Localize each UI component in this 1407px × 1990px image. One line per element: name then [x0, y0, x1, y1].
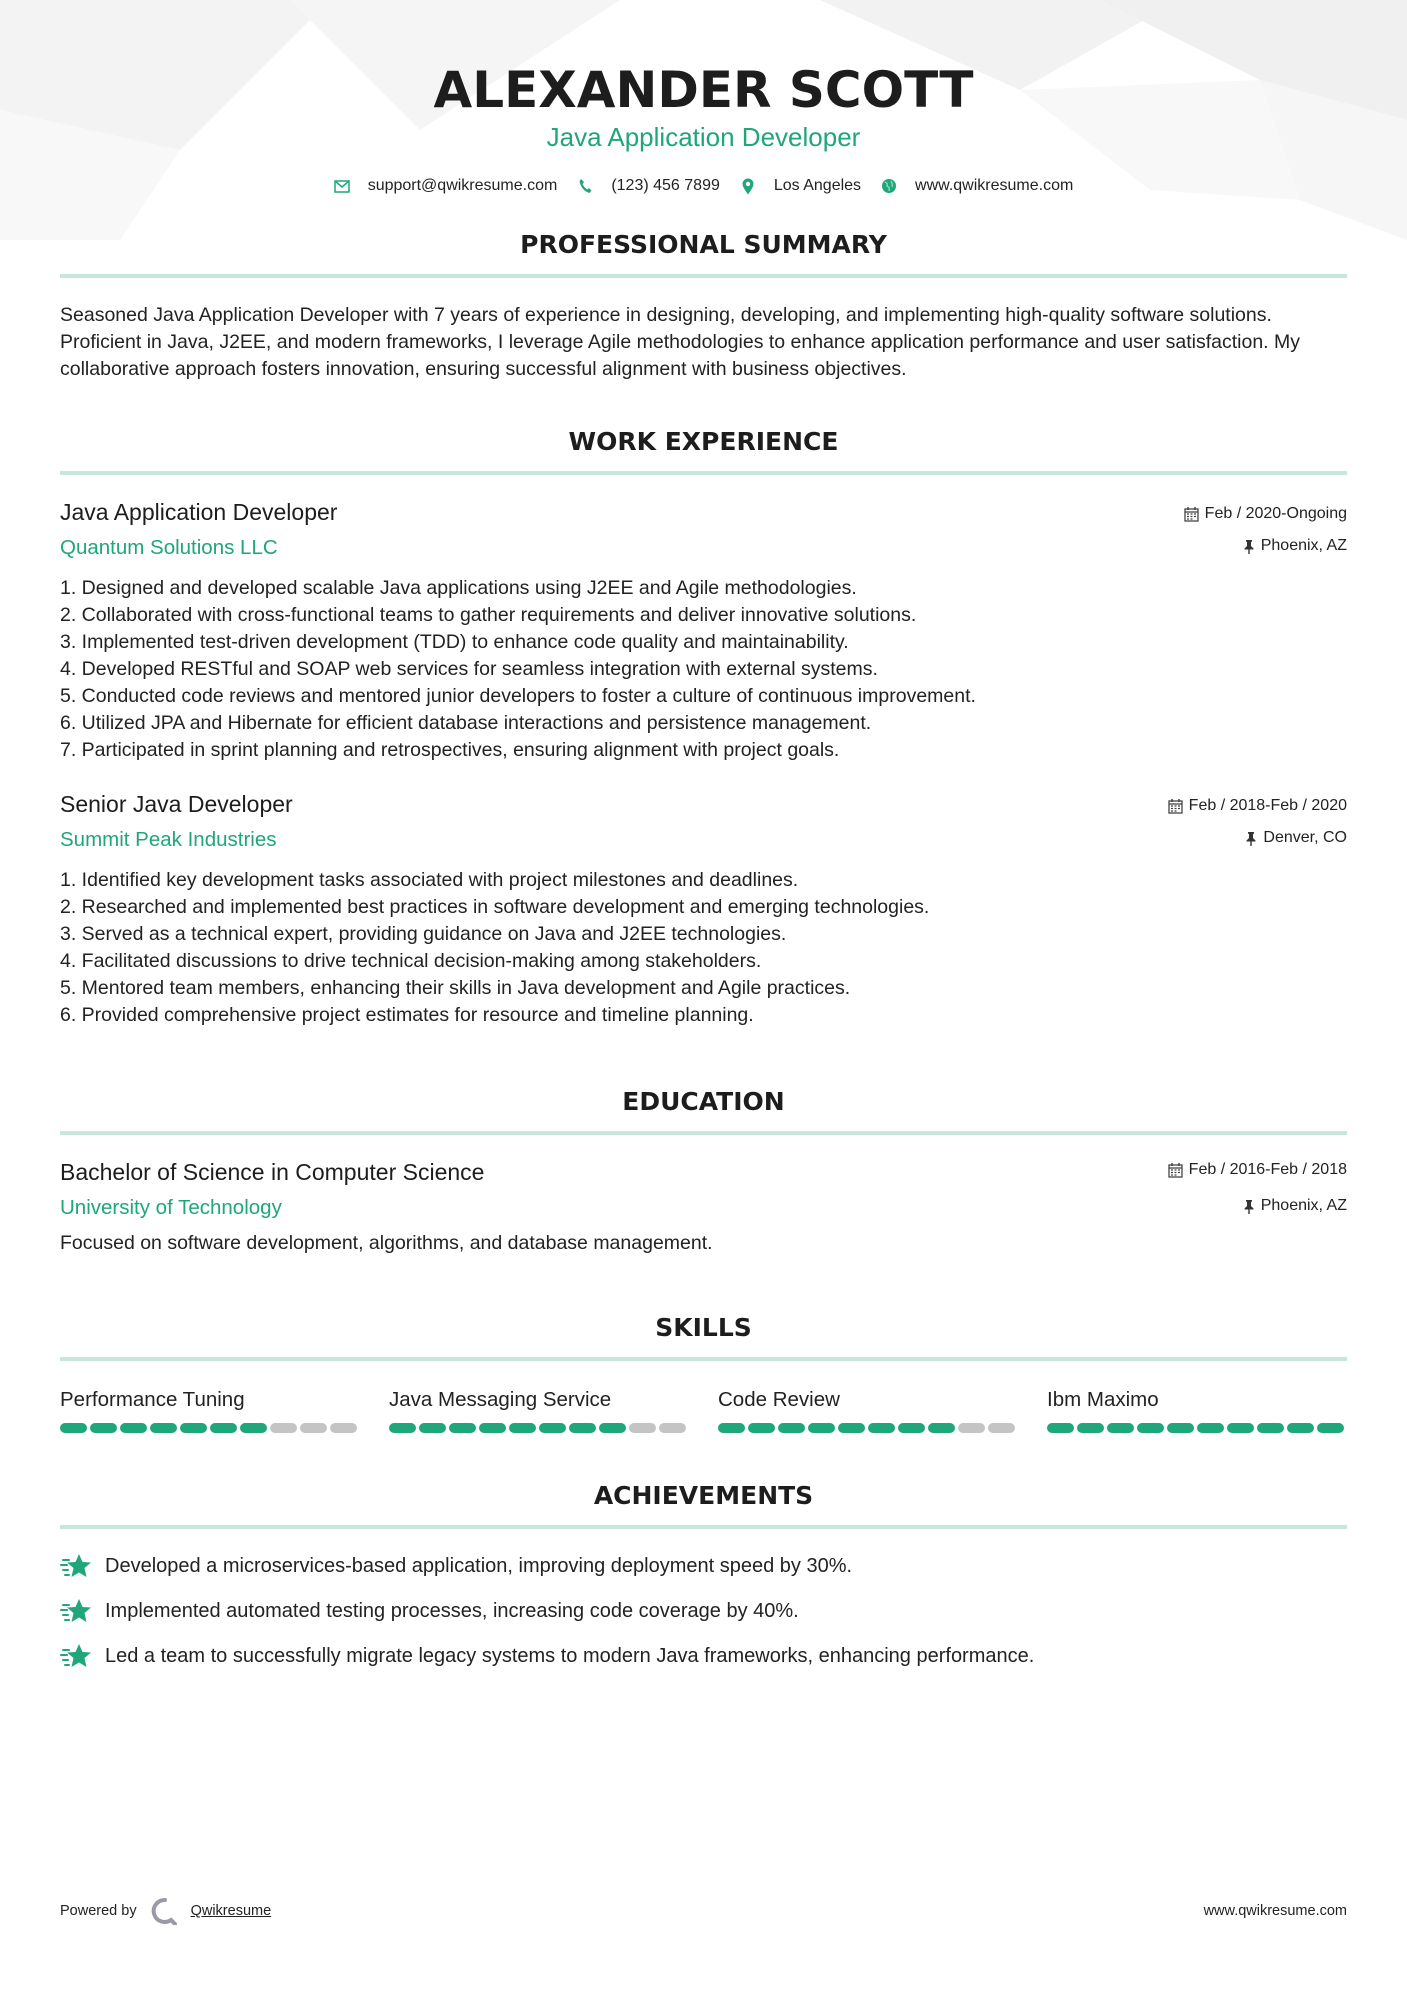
- contact-website[interactable]: [881, 177, 1073, 195]
- skill-segment-filled: [808, 1423, 835, 1433]
- bullet-item: 2. Collaborated with cross-functional teams to gather requirements and deliver innovative solutions.: [60, 604, 917, 626]
- skill-segment-filled: [1077, 1423, 1104, 1433]
- skill-segment-filled: [389, 1423, 416, 1433]
- shooting-star-icon: [60, 1641, 92, 1671]
- skill-name: Ibm Maximo: [1047, 1388, 1159, 1411]
- bullet-item: 6. Utilized JPA and Hibernate for efficient database interactions and persistence management.: [60, 712, 872, 734]
- skill-segment-empty: [300, 1423, 327, 1433]
- skill-segment-filled: [180, 1423, 207, 1433]
- job-entry: [60, 497, 1347, 764]
- skill-name: Java Messaging Service: [389, 1388, 612, 1411]
- skill-segment-filled: [1317, 1423, 1344, 1433]
- bullet-item: 2. Researched and implemented best practices in software development and emerging technologies.: [60, 896, 930, 918]
- calendar-icon: [1168, 798, 1183, 814]
- school-name: University of Technology: [60, 1196, 282, 1219]
- skills-list: [60, 1387, 1347, 1433]
- education-location: Phoenix, AZ: [1260, 1197, 1347, 1214]
- skill-segment-filled: [1167, 1423, 1194, 1433]
- skill-segment-filled: [868, 1423, 895, 1433]
- skill-segment-filled: [419, 1423, 446, 1433]
- skill-segment-filled: [1287, 1423, 1314, 1433]
- achievement-text: Developed a microservices-based application, improving deployment speed by 30%.: [105, 1554, 853, 1577]
- website-text: www.qwikresume.com: [915, 177, 1074, 194]
- education-description: Focused on software development, algorithms, and database management.: [60, 1232, 713, 1254]
- skill-name: Code Review: [718, 1388, 840, 1411]
- job-dates: Feb / 2020-Ongoing: [1204, 505, 1347, 522]
- skill-name: Performance Tuning: [60, 1388, 245, 1411]
- section-title-experience: WORK EXPERIENCE: [568, 427, 839, 456]
- section-title-summary: PROFESSIONAL SUMMARY: [520, 230, 887, 259]
- skill-item: [718, 1387, 1018, 1433]
- achievement-text: Led a team to successfully migrate legacy systems to modern Java frameworks, enhancing performance.: [105, 1644, 1035, 1667]
- skill-segment-filled: [120, 1423, 147, 1433]
- skill-level-bar: [1047, 1423, 1347, 1433]
- skill-segment-filled: [479, 1423, 506, 1433]
- skill-item: [60, 1387, 360, 1433]
- calendar-icon: [1168, 1162, 1183, 1178]
- skill-segment-filled: [539, 1423, 566, 1433]
- pushpin-icon: [1243, 1199, 1255, 1214]
- job-bullets: [60, 867, 1347, 1029]
- location-text: Los Angeles: [773, 177, 862, 194]
- skill-segment-filled: [240, 1423, 267, 1433]
- achievement-item: [60, 1641, 1347, 1671]
- contact-phone[interactable]: [577, 177, 720, 195]
- education-dates: Feb / 2016-Feb / 2018: [1188, 1161, 1347, 1178]
- skill-segment-empty: [270, 1423, 297, 1433]
- skill-segment-filled: [509, 1423, 536, 1433]
- job-location: Denver, CO: [1263, 829, 1347, 846]
- skill-item: [1047, 1387, 1347, 1433]
- skill-segment-empty: [629, 1423, 656, 1433]
- phone-text: (123) 456 7899: [611, 177, 720, 194]
- summary-text: Seasoned Java Application Developer with 7 years of experience in designing, developing, and implementing high-quality software solutions. Proficient in Java, J2EE, and modern frameworks, I leverage Agile methodologies to enhance application performance and user satisfaction. My collaborative approach fosters innovation, ensuring successful alignment with business objectives.: [60, 304, 1301, 380]
- bullet-item: 4. Developed RESTful and SOAP web services for seamless integration with external systems.: [60, 658, 878, 680]
- skill-segment-empty: [988, 1423, 1015, 1433]
- education-section: [60, 1087, 1347, 1257]
- skill-segment-filled: [1257, 1423, 1284, 1433]
- degree-title: Bachelor of Science in Computer Science: [60, 1159, 485, 1185]
- job-location: Phoenix, AZ: [1260, 537, 1347, 554]
- section-title-achievements: ACHIEVEMENTS: [593, 1481, 814, 1510]
- skill-segment-filled: [1197, 1423, 1224, 1433]
- skill-segment-filled: [748, 1423, 775, 1433]
- bullet-item: 1. Identified key development tasks associated with project milestones and deadlines.: [60, 869, 799, 891]
- calendar-icon: [1184, 506, 1199, 522]
- contact-email[interactable]: [334, 177, 558, 195]
- job-dates: Feb / 2018-Feb / 2020: [1188, 797, 1347, 814]
- bullet-item: 4. Facilitated discussions to drive technical decision-making among stakeholders.: [60, 950, 762, 972]
- company-name: Quantum Solutions LLC: [60, 536, 278, 559]
- qwikresume-logo-icon: [151, 1897, 179, 1925]
- skill-level-bar: [389, 1423, 689, 1433]
- skill-segment-filled: [1227, 1423, 1254, 1433]
- pushpin-icon: [1243, 539, 1255, 554]
- skill-segment-filled: [928, 1423, 955, 1433]
- experience-section: [60, 427, 1347, 1029]
- section-divider: [60, 1131, 1347, 1135]
- shooting-star-icon: [60, 1551, 92, 1581]
- section-divider: [60, 274, 1347, 278]
- footer-website[interactable]: www.qwikresume.com: [1203, 1903, 1347, 1919]
- pushpin-icon: [1245, 831, 1257, 846]
- job-entry: [60, 789, 1347, 1029]
- job-title: Senior Java Developer: [60, 791, 293, 817]
- achievement-item: [60, 1551, 1347, 1581]
- globe-icon: [881, 178, 897, 194]
- bullet-item: 3. Implemented test-driven development (TDD) to enhance code quality and maintainability.: [60, 631, 849, 653]
- bullet-item: 5. Mentored team members, enhancing their skills in Java development and Agile practices.: [60, 977, 851, 999]
- company-name: Summit Peak Industries: [60, 828, 277, 851]
- achievement-item: [60, 1596, 1347, 1626]
- bullet-item: 6. Provided comprehensive project estimates for resource and timeline planning.: [60, 1004, 754, 1026]
- skill-item: [389, 1387, 689, 1433]
- shooting-star-icon: [60, 1596, 92, 1626]
- envelope-icon: [334, 178, 350, 194]
- candidate-name: ALEXANDER SCOTT: [433, 61, 974, 119]
- skill-level-bar: [60, 1423, 360, 1433]
- skill-segment-filled: [898, 1423, 925, 1433]
- skill-segment-filled: [599, 1423, 626, 1433]
- powered-by-label: Powered by: [60, 1903, 137, 1919]
- skill-segment-filled: [1107, 1423, 1134, 1433]
- section-divider: [60, 471, 1347, 475]
- bullet-item: 3. Served as a technical expert, providing guidance on Java and J2EE technologies.: [60, 923, 787, 945]
- bullet-item: 7. Participated in sprint planning and retrospectives, ensuring alignment with project goals.: [60, 739, 840, 761]
- skill-segment-empty: [958, 1423, 985, 1433]
- email-text: support@qwikresume.com: [367, 177, 558, 194]
- job-title: Java Application Developer: [60, 499, 338, 525]
- skill-segment-empty: [659, 1423, 686, 1433]
- section-title-education: EDUCATION: [622, 1087, 785, 1116]
- skill-segment-filled: [210, 1423, 237, 1433]
- skill-segment-filled: [569, 1423, 596, 1433]
- skills-section: [60, 1313, 1347, 1433]
- section-title-skills: SKILLS: [655, 1313, 752, 1342]
- skill-segment-filled: [150, 1423, 177, 1433]
- bullet-item: 5. Conducted code reviews and mentored junior developers to foster a culture of continuous improvement.: [60, 685, 976, 707]
- map-pin-icon: [740, 178, 756, 194]
- contact-location: [740, 177, 861, 195]
- skill-segment-filled: [778, 1423, 805, 1433]
- job-bullets: [60, 575, 1347, 764]
- skill-segment-filled: [718, 1423, 745, 1433]
- achievements-section: [60, 1481, 1347, 1671]
- skill-segment-filled: [449, 1423, 476, 1433]
- achievement-text: Implemented automated testing processes, increasing code coverage by 40%.: [105, 1599, 799, 1622]
- skill-level-bar: [718, 1423, 1018, 1433]
- contact-bar: [60, 172, 1347, 200]
- skill-segment-filled: [838, 1423, 865, 1433]
- qwikresume-link[interactable]: Qwikresume: [190, 1903, 272, 1919]
- skill-segment-filled: [1047, 1423, 1074, 1433]
- summary-section: [60, 230, 1347, 383]
- skill-segment-filled: [1137, 1423, 1164, 1433]
- bullet-item: 1. Designed and developed scalable Java applications using J2EE and Agile methodologies.: [60, 577, 857, 599]
- candidate-role: Java Application Developer: [546, 122, 861, 152]
- phone-icon: [577, 178, 593, 194]
- section-divider: [60, 1357, 1347, 1361]
- page-footer: [60, 1897, 1347, 1925]
- skill-segment-filled: [60, 1423, 87, 1433]
- skill-segment-empty: [330, 1423, 357, 1433]
- skill-segment-filled: [90, 1423, 117, 1433]
- section-divider: [60, 1525, 1347, 1529]
